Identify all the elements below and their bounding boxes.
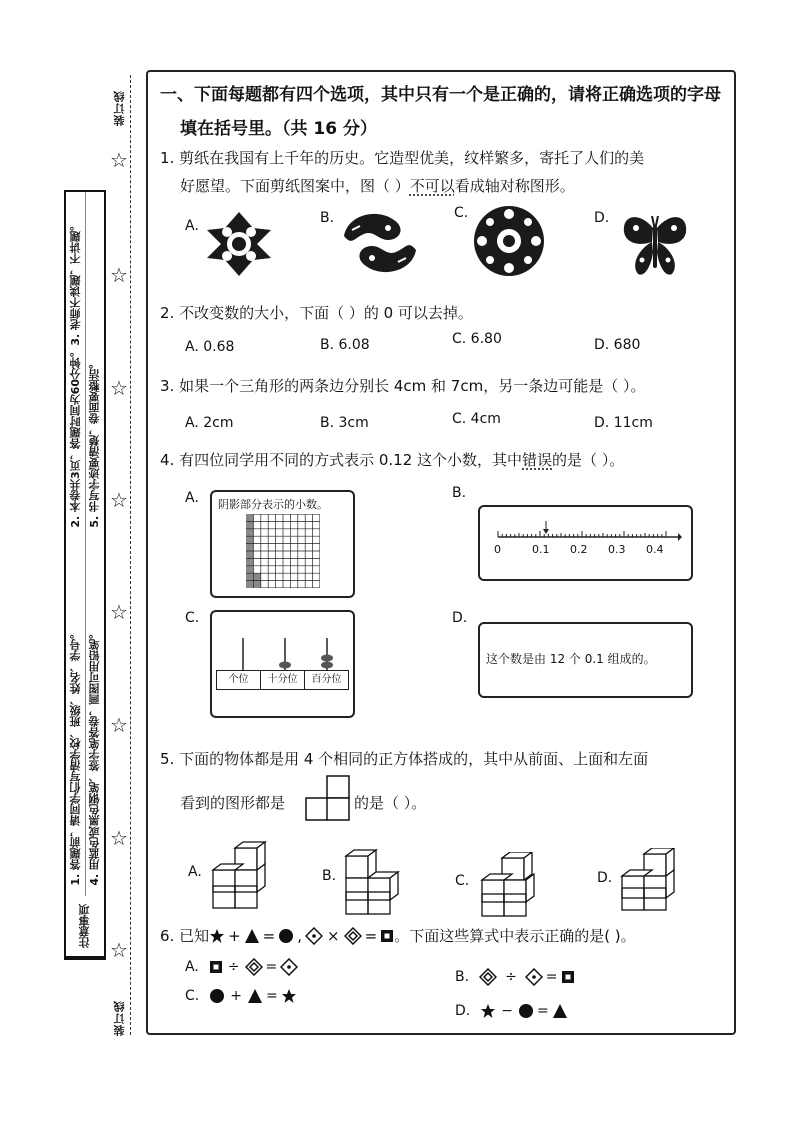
q1-option-d-label: D. <box>594 210 610 226</box>
plus-sign: + <box>230 988 242 1004</box>
notes-box <box>64 190 106 960</box>
q3-option-c: C. 4cm <box>452 411 501 427</box>
q6-option-b-label: B. <box>455 969 470 985</box>
equals-sign: = <box>545 969 558 985</box>
binding-line <box>130 75 131 1035</box>
papercut-d-image <box>620 212 690 278</box>
plus-sign: + <box>228 926 241 945</box>
q3-option-a: A. 2cm <box>185 415 234 431</box>
q4-option-c-label: C. <box>185 610 200 626</box>
place-value-table <box>216 670 349 690</box>
q6-option-a <box>185 958 298 976</box>
divide-sign: ÷ <box>227 959 240 975</box>
triangle-shape-icon <box>247 988 263 1004</box>
q5-stem-line2-a: 看到的图形都是 <box>180 794 286 812</box>
three-view-shape <box>305 775 351 821</box>
triangle-shape-icon <box>244 928 260 944</box>
hundred-grid <box>246 514 320 588</box>
divide-sign: ÷ <box>505 969 517 985</box>
section-title-line2: 填在括号里。（共 16 分） <box>180 119 377 139</box>
star-icon: ☆ <box>110 376 128 400</box>
number-line <box>492 521 682 541</box>
dotted-diamond-icon <box>280 958 298 976</box>
number-line-tick-1: 0.1 <box>532 543 550 556</box>
notes-line-4: 4. 用蓝色或黑色钢笔、签字笔答卷，画图可用铅笔。 <box>88 628 101 886</box>
q1-option-c-label: C. <box>454 205 469 221</box>
notes-divider <box>85 192 86 896</box>
star-icon: ☆ <box>110 488 128 512</box>
star-icon: ☆ <box>110 148 128 172</box>
star-icon: ☆ <box>110 600 128 624</box>
q6-option-d-label: D. <box>455 1003 471 1019</box>
place-hundredths: 百分位 <box>311 674 342 685</box>
circle-shape-icon <box>209 988 225 1004</box>
number-line-tick-0: 0 <box>494 543 501 556</box>
dotted-diamond-icon <box>525 968 543 986</box>
notes-head: 注意事项 <box>66 896 104 958</box>
q4-stem-part-b: 的是（ ）。 <box>552 451 625 469</box>
binding-label-bottom: 装订线 <box>113 1000 126 1036</box>
square-dot-icon <box>561 970 575 984</box>
star-icon: ☆ <box>110 263 128 287</box>
q4-d-box <box>478 622 693 698</box>
q4-option-a-label: A. <box>185 490 199 506</box>
q1-stem-line2 <box>180 175 575 196</box>
star-shape-icon <box>281 988 297 1004</box>
q1-option-b-label: B. <box>320 210 335 226</box>
minus-sign: − <box>501 1003 513 1019</box>
nested-diamond-icon <box>479 968 497 986</box>
times-sign: × <box>327 926 340 945</box>
star-icon: ☆ <box>110 713 128 737</box>
equals-sign: = <box>536 1003 549 1019</box>
q5-option-b-label: B. <box>322 868 337 884</box>
star-icon: ☆ <box>110 938 128 962</box>
cube-stack-d <box>618 848 684 914</box>
q1-stem-line1: 1. 剪纸在我国有上千年的历史。它造型优美，纹样繁多，寄托了人们的美 <box>160 149 645 167</box>
circle-shape-icon <box>518 1003 534 1019</box>
q5-option-a-label: A. <box>188 864 202 880</box>
q3-option-d: D. 11cm <box>594 415 653 431</box>
star-shape-icon <box>480 1003 496 1019</box>
q4-option-d-label: D. <box>452 610 468 626</box>
q1-stem-part-b: 看成轴对称图形。 <box>454 177 575 195</box>
q6-stem-part-b: 。下面这些算式中表示正确的是( )。 <box>394 927 636 945</box>
papercut-a-image <box>205 210 273 278</box>
nested-diamond-icon <box>344 927 362 945</box>
q4-option-b-label: B. <box>452 485 467 501</box>
star-icon: ☆ <box>110 826 128 850</box>
notes-line-1: 1. 答题前，请同学们写清学校、班级、姓名、学号。 <box>69 628 82 886</box>
papercut-b-image <box>338 206 422 280</box>
q4-b-box <box>478 505 693 581</box>
q1-option-a-label: A. <box>185 218 199 234</box>
q6-option-a-label: A. <box>185 959 199 975</box>
equals-sign: = <box>265 988 278 1004</box>
q2-option-b: B. 6.08 <box>320 337 370 353</box>
square-dot-icon <box>209 960 223 974</box>
q2-option-d: D. 680 <box>594 337 641 353</box>
q4-a-caption: 阴影部分表示的小数。 <box>218 498 328 511</box>
q2-stem: 2. 不改变数的大小，下面（ ）的 0 可以去掉。 <box>160 304 473 322</box>
q3-stem: 3. 如果一个三角形的两条边分别长 4cm 和 7cm，另一条边可能是（ ）。 <box>160 377 646 395</box>
square-dot-icon <box>380 929 394 943</box>
cube-stack-c <box>478 852 548 918</box>
equals-sign: = <box>364 926 378 945</box>
q6-stem <box>160 925 636 946</box>
q5-option-c-label: C. <box>455 873 470 889</box>
section-title-line1: 一、下面每题都有四个选项，其中只有一个是正确的，请将正确选项的字母 <box>160 85 721 105</box>
q6-option-d <box>455 1003 568 1019</box>
place-ones: 个位 <box>217 671 261 689</box>
q4-stem-part-a: 4. 有四位同学用不同的方式表示 0.12 这个小数，其中 <box>160 451 523 469</box>
cube-stack-b <box>340 848 410 918</box>
star-shape-icon <box>209 928 225 944</box>
q6-option-b <box>455 968 575 986</box>
equals-sign: = <box>262 926 276 945</box>
q4-emphasis: 错误 <box>522 451 553 469</box>
q3-option-b: B. 3cm <box>320 415 369 431</box>
q5-stem-line1: 5. 下面的物体都是用 4 个相同的正方体搭成的，其中从前面、上面和左面 <box>160 750 649 768</box>
q1-stem-part-a: 好愿望。下面剪纸图案中，图（ ） <box>180 177 410 195</box>
nested-diamond-icon <box>245 958 263 976</box>
q6-stem-part-a: 6. 已知 <box>160 927 210 945</box>
q5-stem-line2-b: 的是（ ）。 <box>354 794 427 812</box>
dotted-diamond-icon <box>305 927 323 945</box>
equals-sign: = <box>265 959 278 975</box>
q2-option-c: C. 6.80 <box>452 331 502 347</box>
q4-d-text: 这个数是由 12 个 0.1 组成的。 <box>486 652 656 666</box>
number-line-tick-3: 0.3 <box>608 543 626 556</box>
q4-a-box <box>210 490 355 598</box>
number-line-tick-4: 0.4 <box>646 543 664 556</box>
q4-c-box <box>210 610 355 718</box>
q1-emphasis: 不可以 <box>409 177 455 195</box>
circle-shape-icon <box>278 928 294 944</box>
binding-label-top: 装订线 <box>113 90 126 126</box>
q4-stem <box>160 449 624 470</box>
comma-sign: , <box>297 926 303 945</box>
place-tenths: 十分位 <box>261 671 305 689</box>
papercut-c-image <box>472 204 546 278</box>
q6-option-c <box>185 988 297 1004</box>
cube-stack-a <box>205 840 275 910</box>
triangle-shape-icon <box>552 1003 568 1019</box>
q5-option-d-label: D. <box>597 870 613 886</box>
abacus <box>212 612 353 716</box>
number-line-tick-2: 0.2 <box>570 543 588 556</box>
q2-option-a: A. 0.68 <box>185 339 235 355</box>
q6-option-c-label: C. <box>185 988 200 1004</box>
notes-line-5: 5. 书写字迹要清楚，卷面要整洁。 <box>88 358 101 528</box>
notes-line-3: 3. 老师不读题，不讲题。 <box>69 220 82 346</box>
notes-line-2: 2. 本卷共3页，答题时间为60分钟。 <box>69 346 82 528</box>
